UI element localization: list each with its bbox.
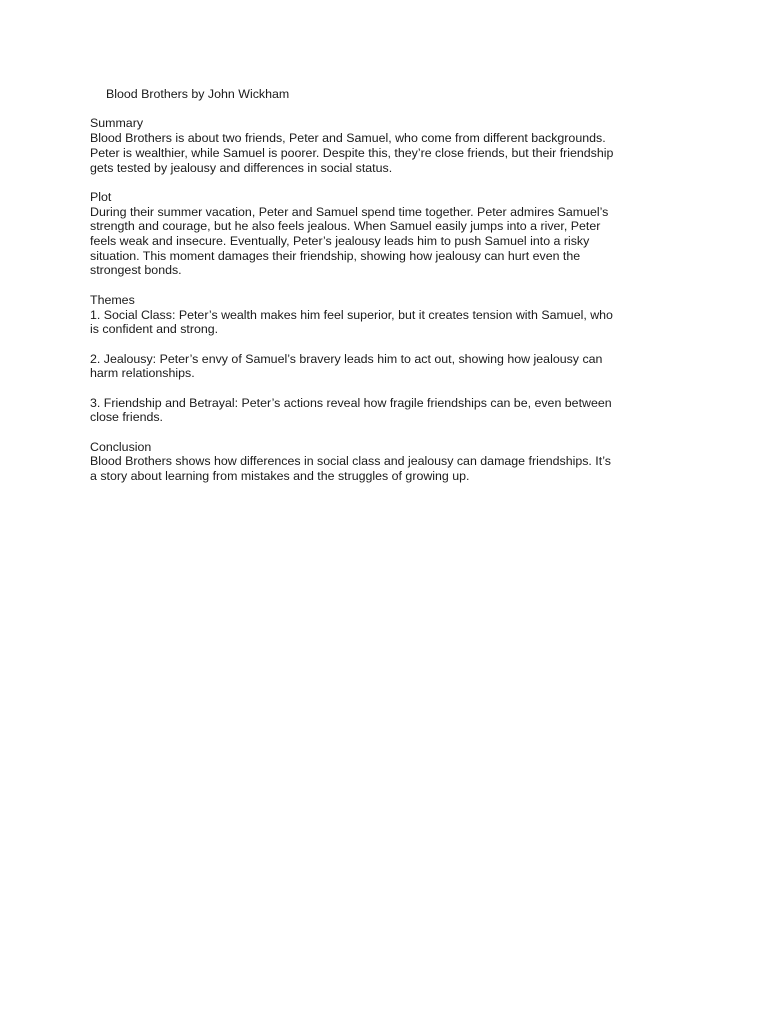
plot-section bbox=[90, 190, 690, 278]
theme-line: harm relationships. bbox=[90, 366, 195, 381]
summary-line: gets tested by jealousy and differences in social status. bbox=[90, 160, 393, 175]
plot-line: strength and courage, but he also feels jealous. When Samuel easily jumps into a river, Peter bbox=[90, 219, 601, 234]
theme-line: 2. Jealousy: Peter’s envy of Samuel’s bravery leads him to act out, showing how jealousy can bbox=[90, 351, 603, 366]
conclusion-line: Blood Brothers shows how differences in social class and jealousy can damage friendships. It’s bbox=[90, 454, 611, 469]
plot-line: strongest bonds. bbox=[90, 263, 182, 278]
plot-heading: Plot bbox=[90, 189, 112, 204]
plot-line: During their summer vacation, Peter and Samuel spend time together. Peter admires Samuel’s bbox=[90, 204, 609, 219]
theme-line: 1. Social Class: Peter’s wealth makes him feel superior, but it creates tension with Samuel, who bbox=[90, 307, 613, 322]
summary-line: Blood Brothers is about two friends, Peter and Samuel, who come from different backgrounds. bbox=[90, 131, 606, 146]
document-body bbox=[90, 87, 690, 499]
conclusion-section bbox=[90, 440, 690, 484]
plot-line: feels weak and insecure. Eventually, Peter’s jealousy leads him to push Samuel into a risky bbox=[90, 234, 590, 248]
plot-paragraph bbox=[90, 205, 690, 279]
theme-line: is confident and strong. bbox=[90, 322, 219, 337]
summary-heading: Summary bbox=[90, 116, 144, 131]
themes-section bbox=[90, 293, 690, 425]
summary-section bbox=[90, 116, 690, 175]
theme-item-social-class bbox=[90, 308, 690, 337]
summary-paragraph bbox=[90, 131, 690, 175]
theme-item-friendship-betrayal bbox=[90, 396, 690, 425]
conclusion-paragraph bbox=[90, 454, 690, 483]
conclusion-line: a story about learning from mistakes and the struggles of growing up. bbox=[90, 469, 470, 484]
theme-item-jealousy bbox=[90, 352, 690, 381]
document-title: Blood Brothers by John Wickham bbox=[106, 87, 290, 101]
themes-heading: Themes bbox=[90, 292, 135, 307]
plot-line: situation. This moment damages their friendship, showing how jealousy can hurt even the bbox=[90, 248, 581, 263]
summary-line: Peter is wealthier, while Samuel is poorer. Despite this, they’re close friends, but their friendship bbox=[90, 145, 614, 160]
theme-line: close friends. bbox=[90, 410, 164, 425]
conclusion-heading: Conclusion bbox=[90, 439, 152, 454]
theme-line: 3. Friendship and Betrayal: Peter’s actions reveal how fragile friendships can be, even between bbox=[90, 395, 612, 410]
